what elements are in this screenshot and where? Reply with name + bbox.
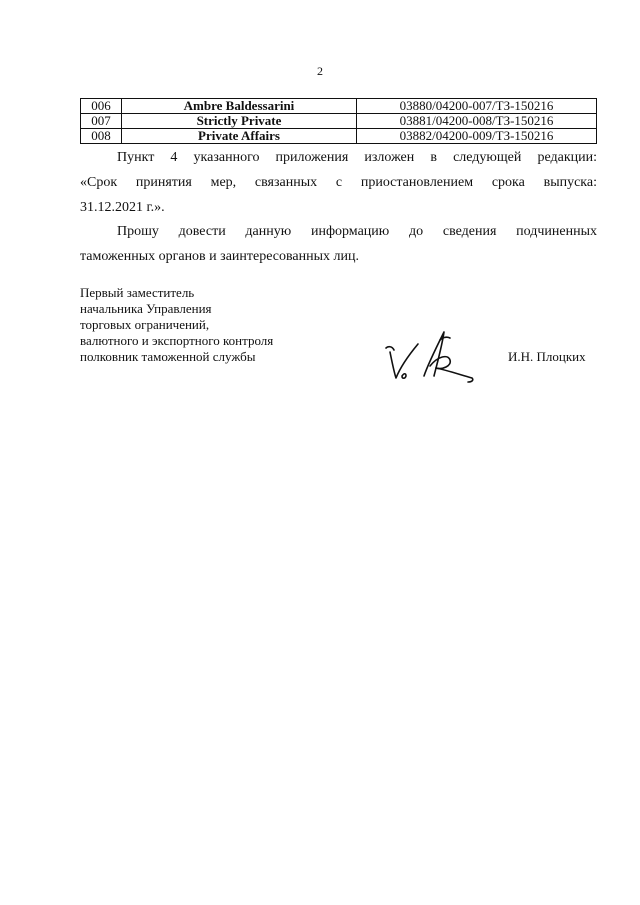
table-cell-number: 03882/04200-009/ТЗ-150216 xyxy=(357,129,597,144)
handwritten-signature xyxy=(378,318,478,388)
table-cell-number: 03880/04200-007/ТЗ-150216 xyxy=(357,99,597,114)
table-cell-code: 008 xyxy=(81,129,122,144)
table-row xyxy=(81,99,597,114)
paragraph-line: Прошу довести данную информацию до сведения подчиненных xyxy=(117,224,597,239)
signatory-title-line: валютного и экспортного контроля xyxy=(80,333,274,348)
page-number: 2 xyxy=(317,64,323,78)
signatory-title xyxy=(80,285,273,365)
table-row xyxy=(81,114,597,129)
table-cell-brand: Ambre Baldessarini xyxy=(122,99,357,114)
signatory-title-line: начальника Управления xyxy=(80,301,212,316)
paragraph-line: «Срок принятия мер, связанных с приостановлением срока выпуска: xyxy=(80,175,597,190)
signatory-title-line: Первый заместитель xyxy=(80,285,195,300)
paragraph-line: Пункт 4 указанного приложения изложен в следующей редакции: xyxy=(117,150,597,165)
paragraph-line: 31.12.2021 г.». xyxy=(80,200,165,215)
table-cell-number: 03881/04200-008/ТЗ-150216 xyxy=(357,114,597,129)
table-cell-code: 007 xyxy=(81,114,122,129)
table-cell-code: 006 xyxy=(81,99,122,114)
amendment-paragraph xyxy=(80,145,597,220)
table-cell-brand: Private Affairs xyxy=(122,129,357,144)
goods-table xyxy=(80,98,597,144)
signatory-title-line: полковник таможенной службы xyxy=(80,349,256,364)
signer-name: И.Н. Плоцких xyxy=(508,349,586,364)
signatory-title-line: торговых ограничений, xyxy=(80,317,210,332)
paragraph-line: таможенных органов и заинтересованных лиц. xyxy=(80,249,359,264)
table-cell-brand: Strictly Private xyxy=(122,114,357,129)
table-row xyxy=(81,129,597,144)
request-paragraph xyxy=(80,219,597,269)
